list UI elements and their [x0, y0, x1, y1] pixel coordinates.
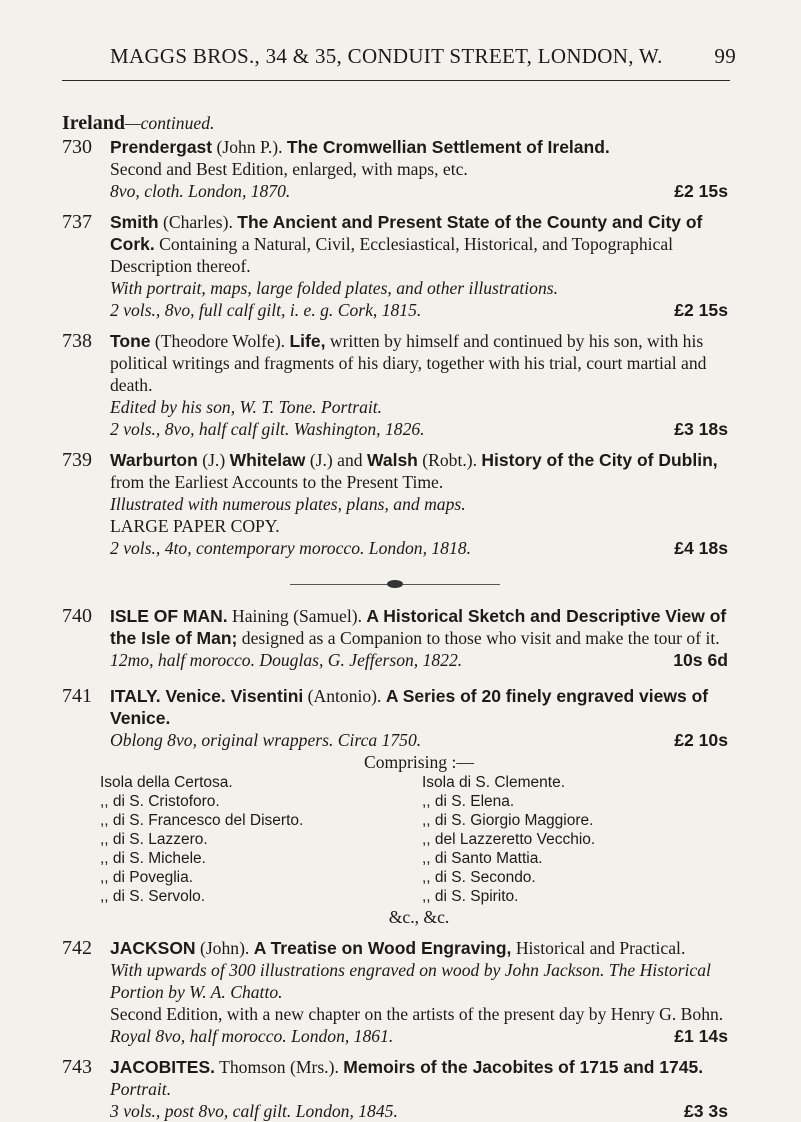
- price: £4 18s: [674, 538, 728, 558]
- etc-label: &c., &c.: [388, 907, 450, 927]
- view-item: ,, di S. Michele.: [100, 850, 206, 867]
- entry-738: 738 Tone (Theodore Wolfe). Life, written by himself and continued by his son, with his political writings and fragments of his diary, together with his trial, court martial and death. Edited by his son, W. T. Tone. Portrait. 2 vols., 8vo, half calf gilt. Washington, 1826. £3 18s: [62, 330, 728, 439]
- price: £1 14s: [674, 1026, 728, 1046]
- header-rule: [62, 80, 730, 81]
- price: £3 18s: [674, 419, 728, 439]
- price: £3 3s: [683, 1101, 728, 1121]
- view-item: Isola della Certosa.: [100, 774, 233, 791]
- view-item: ,, di S. Elena.: [422, 793, 515, 810]
- view-item: ,, di S. Cristoforo.: [100, 793, 220, 810]
- entry-737: 737 Smith (Charles). The Ancient and Present State of the County and City of Cork. Containing a Natural, Civil, Ecclesiastical, Historical, and Topographical Description thereof. With portrait, maps, large folded plates, and other illustrations. 2 vols., 8vo, full calf gilt, i. e. g. Cork, 1815. £2 15s: [62, 211, 728, 320]
- price: £2 10s: [674, 730, 728, 750]
- entry-742: 742 JACKSON (John). A Treatise on Wood Engraving, Historical and Practical. With upwards of 300 illustrations engraved on wood by John Jackson. The Historical Portion by W. A. Chatto. Second Edition, with a new chapter on the artists of the present day by Henry G. Bohn. Royal 8vo, half morocco. London, 1861. £1 14s: [62, 937, 728, 1046]
- view-item: Isola di S. Clemente.: [422, 774, 566, 791]
- view-item: ,, del Lazzeretto Vecchio.: [422, 831, 596, 848]
- running-header: [110, 44, 736, 69]
- view-item: ,, di S. Lazzero.: [100, 831, 208, 848]
- entry-number: 740: [62, 605, 92, 627]
- entry-number: 737: [62, 211, 92, 233]
- entry-number: 741: [62, 685, 92, 707]
- view-item: ,, di S. Francesco del Diserto.: [100, 812, 304, 829]
- catalogue-body: [62, 112, 728, 1122]
- comprising-label: Comprising :—: [364, 752, 474, 772]
- section-heading: Ireland—continued.: [62, 112, 215, 134]
- price: £2 15s: [674, 181, 728, 201]
- page-number: 99: [714, 44, 736, 68]
- views-list: [100, 773, 728, 906]
- view-item: ,, di S. Spirito.: [422, 888, 519, 905]
- view-item: ,, di S. Giorgio Maggiore.: [422, 812, 594, 829]
- entry-739: 739 Warburton (J.) Whitelaw (J.) and Walsh (Robt.). History of the City of Dublin, from the Earliest Accounts to the Present Time. Illustrated with numerous plates, plans, and maps. LARGE PAPER COPY. 2 vols., 4to, contemporary morocco. London, 1818. £4 18s: [62, 449, 728, 558]
- entry-743: 743 JACOBITES. Thomson (Mrs.). Memoirs of the Jacobites of 1715 and 1745. Portrait. 3 vols., post 8vo, calf gilt. London, 1845. £3 3s: [62, 1056, 728, 1121]
- entry-number: 743: [62, 1056, 92, 1078]
- entry-740: 740 ISLE OF MAN. Haining (Samuel). A Historical Sketch and Descriptive View of the Isle of Man; designed as a Companion to those who visit and make the tour of it. 12mo, half morocco. Douglas, G. Jefferson, 1822. 10s 6d: [62, 605, 728, 670]
- view-item: ,, di S. Secondo.: [422, 869, 536, 886]
- entry-730: 730 Prendergast (John P.). The Cromwellian Settlement of Ireland. Second and Best Edition, enlarged, with maps, etc. 8vo, cloth. London, 1870. £2 15s: [62, 136, 728, 201]
- view-item: ,, di Santo Mattia.: [422, 850, 543, 867]
- price: 10s 6d: [673, 650, 728, 670]
- header-text: MAGGS BROS., 34 & 35, CONDUIT STREET, LONDON, W.: [110, 44, 663, 68]
- price: £2 15s: [674, 300, 728, 320]
- entry-number: 739: [62, 449, 92, 471]
- ornamental-divider: [290, 579, 500, 589]
- entry-741: 741 ITALY. Venice. Visentini (Antonio). A Series of 20 finely engraved views of Venice. Oblong 8vo, original wrappers. Circa 1750. £2 10s Comprising :— Isola della Certosa. ,, di S. Cristoforo. ,, di S. Francesco del Diserto. ,, di S. Lazzero. ,, di S. Michele. ,, di Poveglia. ,, di S. Servolo. Isola di S. Clemente. ,, di S. Elena. ,, di S. Giorgio Maggiore. ,, del Lazzeretto Vecchio. ,, di Santo Mattia. ,, di S. Secondo. ,, di S. Spirito. &c., &c.: [62, 685, 728, 927]
- entry-number: 738: [62, 330, 92, 352]
- view-item: ,, di S. Servolo.: [100, 888, 206, 905]
- entry-number: 730: [62, 136, 92, 158]
- view-item: ,, di Poveglia.: [100, 869, 194, 886]
- entry-number: 742: [62, 937, 92, 959]
